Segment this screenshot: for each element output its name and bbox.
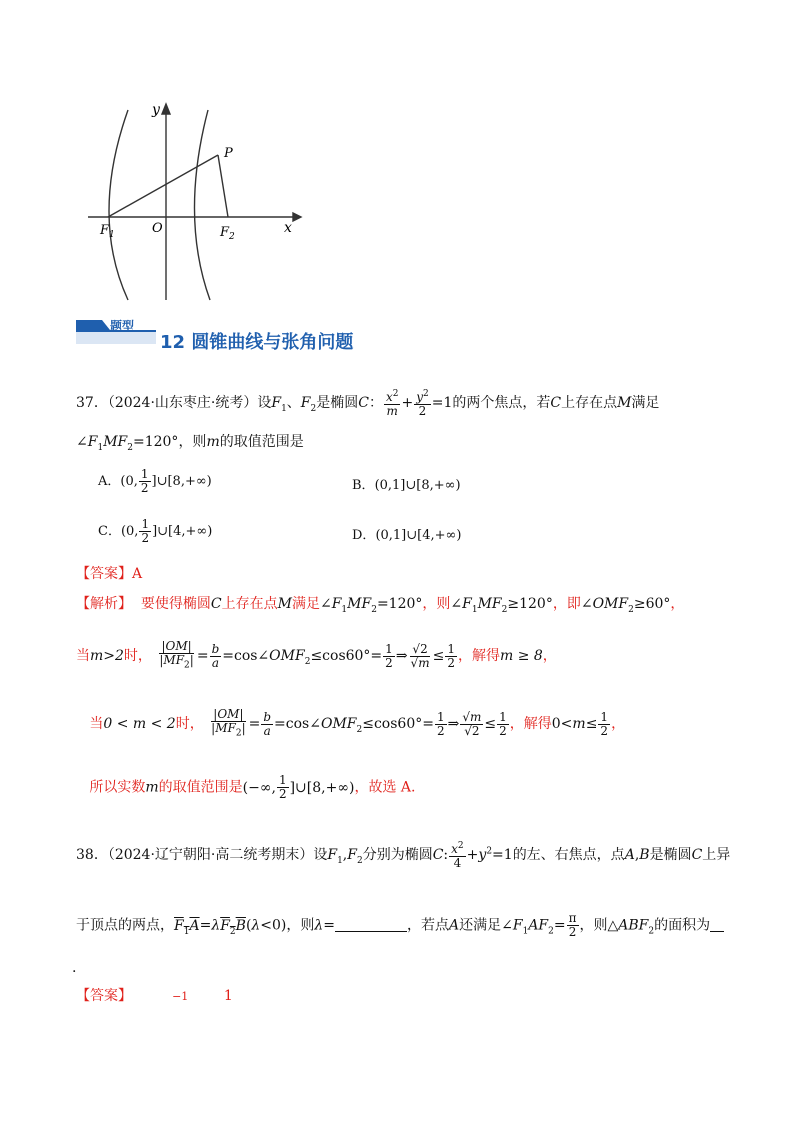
f1-label: $F_1$: [100, 223, 115, 240]
q38-answer: 【答案】 −1 1: [76, 988, 233, 1004]
q37-analysis-case1: 当m>2时， $\frac{|OM|}{|MF_2|}$ = $\frac{b}{a}$ $=\cos\angle OMF_2\le\cos 60^\circ=$ $\frac{1}{2}$ ⇒ $\frac{√2}{√m}$ ≤ $\frac{1}{2}$ ，解得m ≥ 8，: [76, 639, 557, 671]
q37-option-a[interactable]: A．(0, $\frac{1}{2}$ ]∪[8,+∞): [98, 467, 212, 495]
q38-stem-line2: 于顶点的两点，$F_1A=\lambda F_2B(\lambda<0)$，则λ= ，若点A还满足$\angle F_1AF_2=$ $\frac{\pi}{2}$ ，则$\triangle ABF_2$的面积为: [76, 912, 724, 941]
section-badge: [76, 318, 156, 344]
q37-conclusion: 所以实数m的取值范围是(−∞, $\frac{1}{2}$ ]∪[8,+∞)，故选 A.: [89, 773, 416, 801]
section-title: 12 圆锥曲线与张角问题: [160, 332, 354, 353]
q37-option-d[interactable]: D．(0,1]∪[4,+∞): [352, 528, 462, 543]
y-axis-arrow: [162, 104, 170, 114]
q37-analysis-case2: 当0 < m < 2时， $\frac{|OM|}{|MF_2|}$ = $\frac{b}{a}$ $=\cos\angle OMF_2\le\cos 60^\circ=$ $\frac{1}{2}$ ⇒ $\frac{√m}{√2}$ ≤ $\frac{1}{2}$ ，解得0<m≤ $\frac{1}{2}$ ，: [89, 707, 626, 739]
x-axis-arrow: [293, 213, 301, 221]
q38-stem-line1: 38．（2024·辽宁朝阳·高二统考期末）设$F_1,F_2$分别为椭圆C: $\frac{x^2}{4}$ $+y^2=1$的左、右焦点，点A,B是椭圆C上异: [76, 841, 731, 870]
section-badge-text: 题型: [110, 319, 135, 333]
pf2-line: [218, 155, 228, 217]
q37-answer: 【答案】A: [76, 566, 143, 582]
y-label: y: [152, 102, 160, 118]
q37-stem-line2: $\angle F_1MF_2=120^\circ$，则m的取值范围是: [76, 434, 304, 453]
o-label: O: [152, 221, 163, 236]
x-label: x: [284, 220, 292, 236]
q37-stem-line1: 37．（2024·山东枣庄·统考）设$F_1$、$F_2$是椭圆C： $\frac{x^2}{m}$ + $\frac{y^2}{2}$ =1的两个焦点，若C上存在点M满足: [76, 389, 660, 418]
pf1-line: [108, 155, 218, 217]
hyperbola-figure: [88, 100, 308, 305]
q37-analysis-line1: 【解析】 要使得椭圆C上存在点M满足$\angle F_1MF_2=120^\circ$，则$\angle F_1MF_2\ge 120^\circ$，即$\angle OMF_2\ge 60^\circ$，: [76, 596, 685, 615]
q37-option-b[interactable]: B．(0,1]∪[8,+∞): [352, 478, 461, 493]
q38-dot: .: [72, 960, 77, 976]
f2-label: $F_2$: [220, 225, 235, 242]
q37-option-c[interactable]: C．(0, $\frac{1}{2}$ ]∪[4,+∞): [98, 517, 213, 545]
left-branch: [109, 110, 128, 300]
blank-lambda[interactable]: [335, 919, 407, 932]
blank-area[interactable]: [710, 919, 724, 932]
p-label: P: [224, 146, 233, 161]
right-branch: [194, 110, 210, 300]
